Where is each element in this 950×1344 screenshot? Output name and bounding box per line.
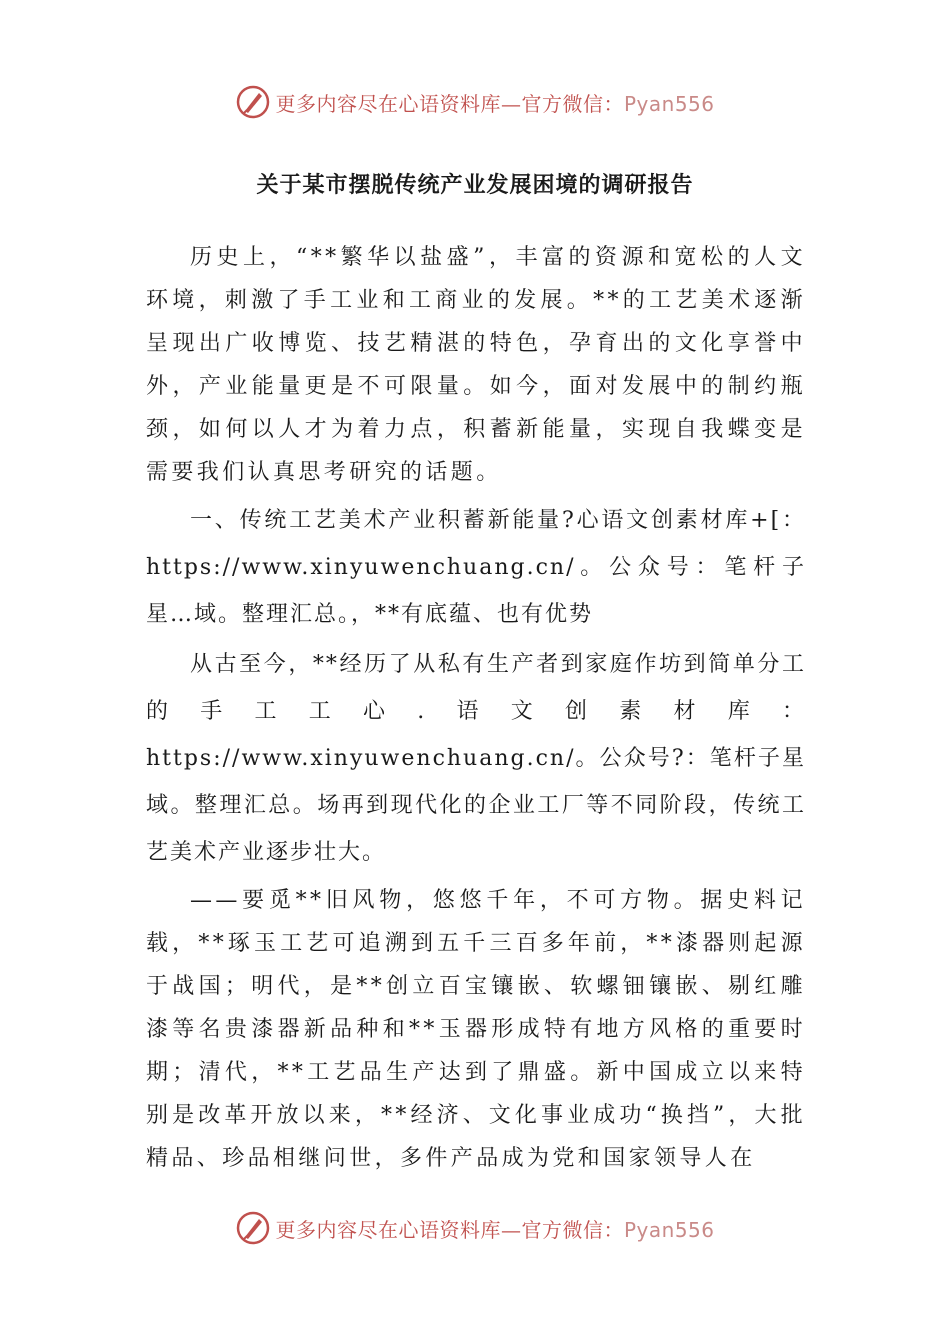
banner-text: 更多内容尽在心语资料库—官方微信：Pyan556	[275, 1217, 715, 1242]
wechat-id: Pyan556	[623, 91, 715, 116]
header-watermark-banner	[0, 82, 950, 122]
quill-logo-icon	[235, 84, 271, 120]
quill-logo-icon	[235, 1210, 271, 1246]
footer-watermark-banner	[0, 1208, 950, 1248]
document-title: 关于某市摆脱传统产业发展困境的调研报告	[256, 172, 694, 198]
paragraph-2: 一、传统工艺美术产业积蓄新能量?心语文创素材库+[：https://www.xinyuwenchuang.cn/。公众号：笔杆子星…域。整理汇总。，**有底蕴、也有优势	[146, 508, 806, 627]
paragraph-3: 从古至今，**经历了从私有生产者到家庭作坊到简单分工的手工工心.语文创素材库：https://www.xinyuwenchuang.cn/。公众号?：笔杆子星域。整理汇总。场再到现代化的企业工厂等不同阶段，传统工艺美术产业逐步壮大。	[146, 652, 806, 865]
paragraph-1: 历史上，“**繁华以盐盛”，丰富的资源和宽松的人文环境，刺激了手工业和工商业的发展。**的工艺美术逐渐呈现出广收博览、技艺精湛的特色，孕育出的文化享誉中外，产业能量更是不可限量。如今，面对发展中的制约瓶颈，如何以人才为着力点，积蓄新能量，实现自我蝶变是需要我们认真思考研究的话题。	[146, 245, 806, 485]
banner-text: 更多内容尽在心语资料库—官方微信：Pyan556	[275, 91, 715, 116]
wechat-id: Pyan556	[623, 1217, 715, 1242]
document-body	[146, 236, 806, 1183]
paragraph-4: ——要觅**旧风物，悠悠千年，不可方物。据史料记载，**琢玉工艺可追溯到五千三百多年前，**漆器则起源于战国；明代，是**创立百宝镶嵌、软螺钿镶嵌、剔红雕漆等名贵漆器新品种和**玉器形成特有地方风格的重要时期；清代，**工艺品生产达到了鼎盛。新中国成立以来特别是改革开放以来，**经济、文化事业成功“换挡”，大批精品、珍品相继问世，多件产品成为党和国家领导人在	[146, 888, 806, 1171]
